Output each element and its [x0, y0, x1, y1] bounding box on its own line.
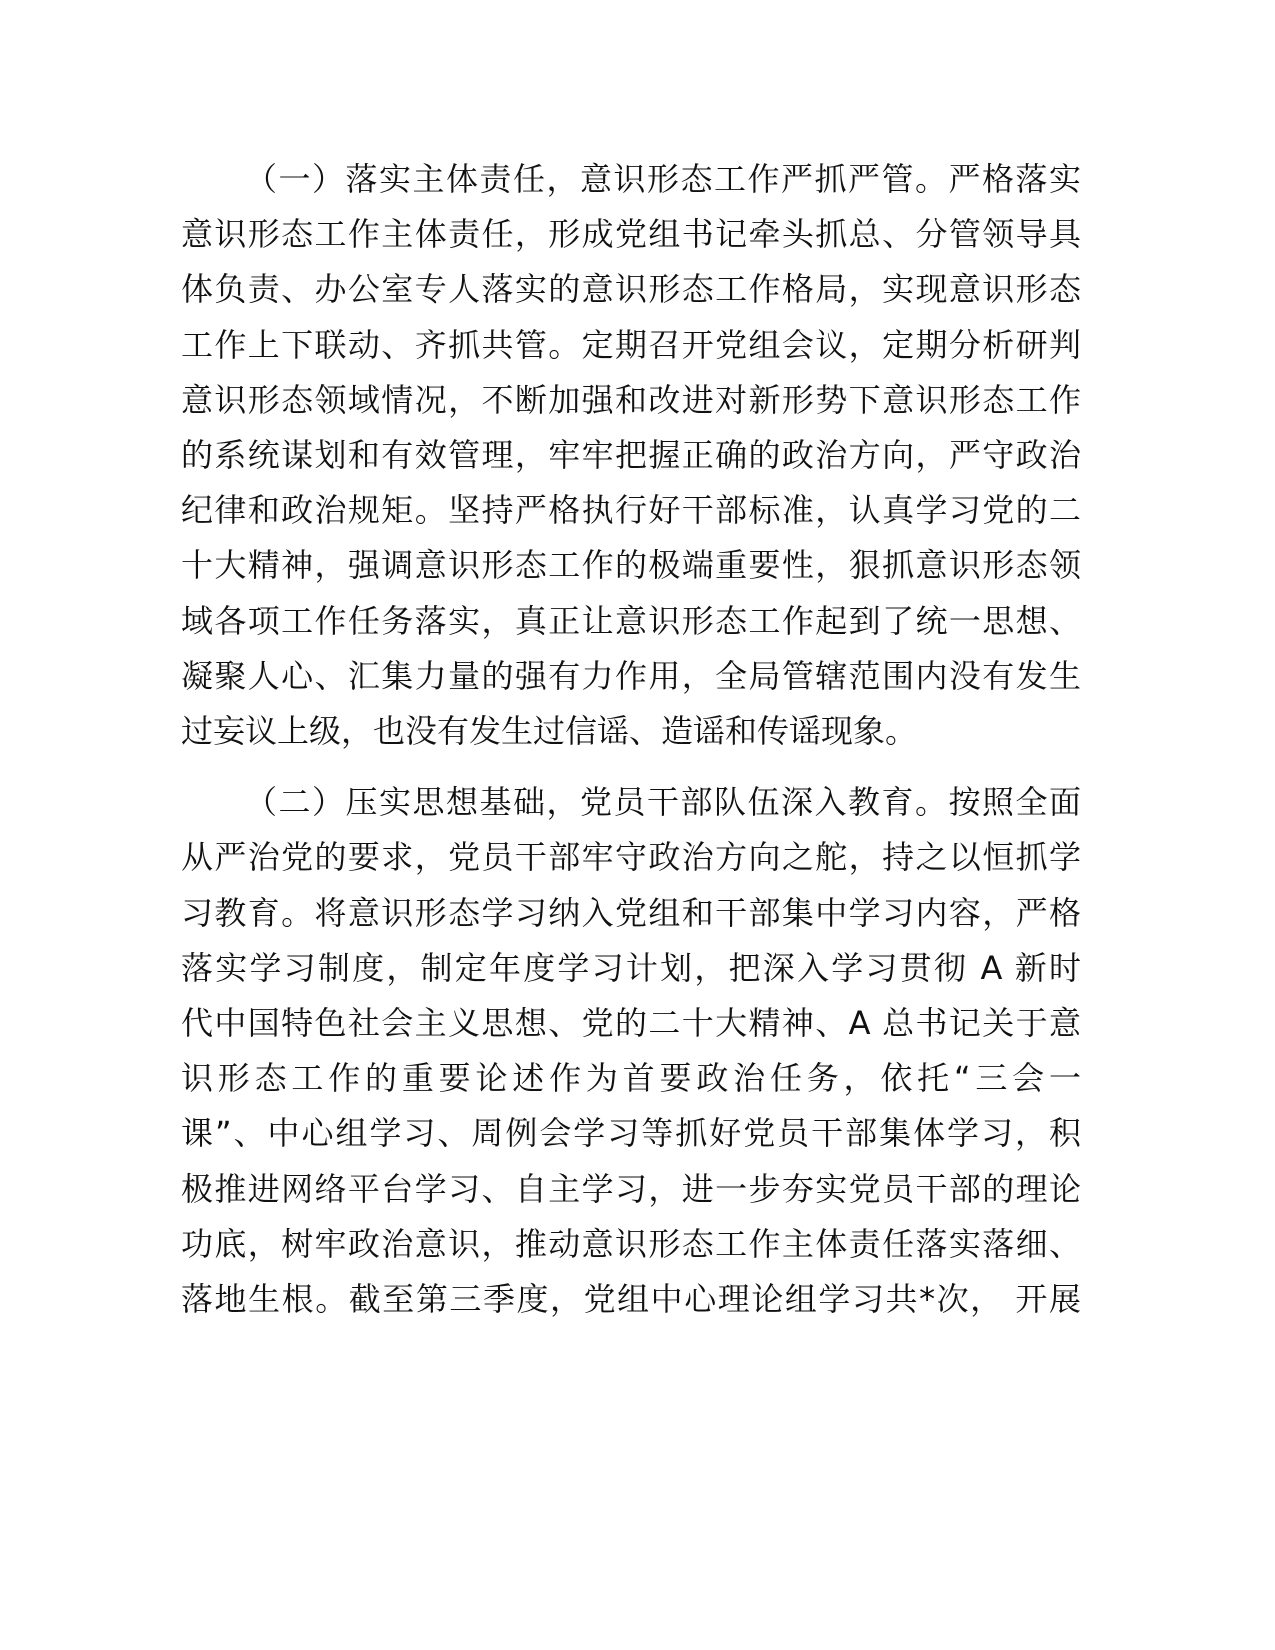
paragraph-line: 落地生根。截至第三季度，党组中心理论组学习共*次， 开展: [181, 1280, 1081, 1318]
paragraph-line: （一）落实主体责任，意识形态工作严抓严管。严格落实: [245, 160, 1081, 198]
paragraph-line: 功底，树牢政治意识，推动意识形态工作主体责任落实落细、: [181, 1225, 1081, 1263]
paragraph-line: 域各项工作任务落实，真正让意识形态工作起到了统一思想、: [181, 602, 1081, 640]
paragraph-line: 凝聚人心、汇集力量的强有力作用，全局管辖范围内没有发生: [181, 657, 1081, 695]
paragraph-line: 极推进网络平台学习、自主学习，进一步夯实党员干部的理论: [181, 1170, 1081, 1208]
paragraph-line: 习教育。将意识形态学习纳入党组和干部集中学习内容，严格: [181, 894, 1081, 932]
paragraph-line: 代中国特色社会主义思想、党的二十大精神、A 总书记关于意: [181, 1004, 1081, 1042]
paragraph-line: 意识形态领域情况，不断加强和改进对新形势下意识形态工作: [181, 381, 1081, 419]
paragraph-line: 从严治党的要求，党员干部牢守政治方向之舵，持之以恒抓学: [181, 838, 1081, 876]
paragraph-line: 工作上下联动、齐抓共管。定期召开党组会议，定期分析研判: [181, 326, 1081, 364]
paragraph-line: 落实学习制度，制定年度学习计划，把深入学习贯彻 A 新时: [181, 949, 1081, 987]
paragraph-line: 十大精神，强调意识形态工作的极端重要性，狠抓意识形态领: [181, 546, 1081, 584]
paragraph-line: 的系统谋划和有效管理，牢牢把握正确的政治方向，严守政治: [181, 436, 1081, 474]
paragraph-line: 过妄议上级，也没有发生过信谣、造谣和传谣现象。: [181, 712, 918, 750]
paragraph-line: 课”、中心组学习、周例会学习等抓好党员干部集体学习，积: [181, 1114, 1081, 1152]
paragraph-line: 识形态工作的重要论述作为首要政治任务，依托“三会一: [181, 1059, 1081, 1097]
paragraph-line: 纪律和政治规矩。坚持严格执行好干部标准，认真学习党的二: [181, 491, 1081, 529]
paragraph-line: （二）压实思想基础，党员干部队伍深入教育。按照全面: [245, 783, 1081, 821]
paragraph-line: 体负责、办公室专人落实的意识形态工作格局，实现意识形态: [181, 270, 1081, 308]
paragraph-line: 意识形态工作主体责任，形成党组书记牵头抓总、分管领导具: [181, 215, 1081, 253]
